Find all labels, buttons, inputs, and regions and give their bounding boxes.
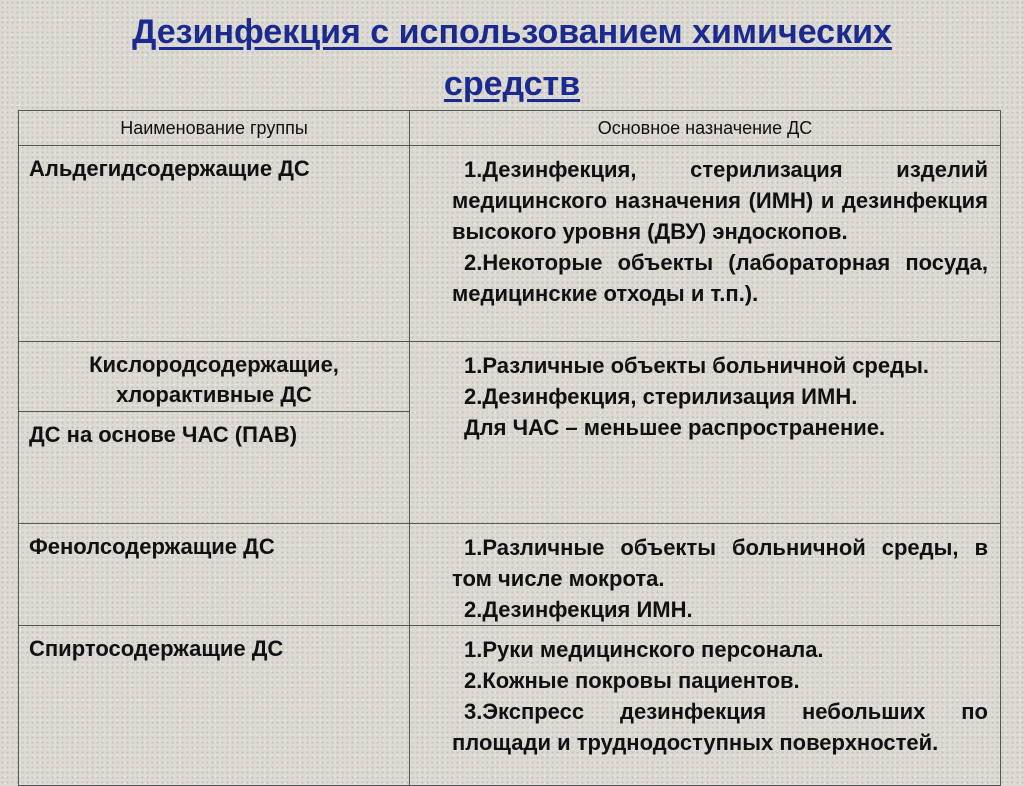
header-purpose: Основное назначение ДС [410, 111, 1001, 146]
purpose-item: 2.Кожные покровы пациентов. [464, 668, 800, 693]
purpose-item: 1.Руки медицинского персонала. [464, 637, 824, 662]
purpose-cell [410, 524, 1001, 626]
purpose-cell [410, 342, 1001, 524]
table-row [19, 146, 1001, 342]
table-header-row [19, 111, 1001, 146]
group-cell: Спиртосодержащие ДС [19, 626, 410, 786]
purpose-item: 1.Дезинфекция, стерилизация изделий медицинского назначения (ИМН) и дезинфекция высокого уровня (ДВУ) эндоскопов. [452, 157, 988, 244]
purpose-cell [410, 626, 1001, 786]
table-row [19, 342, 1001, 412]
group-cell: ДС на основе ЧАС (ПАВ) [19, 412, 410, 524]
group-cell: Кислородсодержащие, хлорактивные ДС [19, 342, 410, 412]
title-line-2: средств [443, 65, 581, 103]
purpose-item: 2.Дезинфекция ИМН. [464, 597, 693, 622]
purpose-cell [410, 146, 1001, 342]
table-row [19, 626, 1001, 786]
purpose-item: 1.Различные объекты больничной среды, в том числе мокрота. [452, 535, 988, 591]
group-cell: Фенолсодержащие ДС [19, 524, 410, 626]
disinfectants-table [18, 110, 1001, 786]
group-cell: Альдегидсодержащие ДС [19, 146, 410, 342]
purpose-item: 1.Различные объекты больничной среды. [464, 353, 929, 378]
purpose-item: 2.Дезинфекция, стерилизация ИМН. [464, 384, 858, 409]
purpose-item: Для ЧАС – меньшее распространение. [464, 415, 886, 440]
purpose-item: 3.Экспресс дезинфекция небольших по площади и труднодоступных поверхностей. [452, 699, 988, 755]
table-row [19, 524, 1001, 626]
page-title [0, 6, 1024, 110]
purpose-item: 2.Некоторые объекты (лабораторная посуда, медицинские отходы и т.п.). [452, 250, 988, 306]
header-group-name: Наименование группы [19, 111, 410, 146]
title-line-1: Дезинфекция с использованием химических [132, 13, 892, 51]
